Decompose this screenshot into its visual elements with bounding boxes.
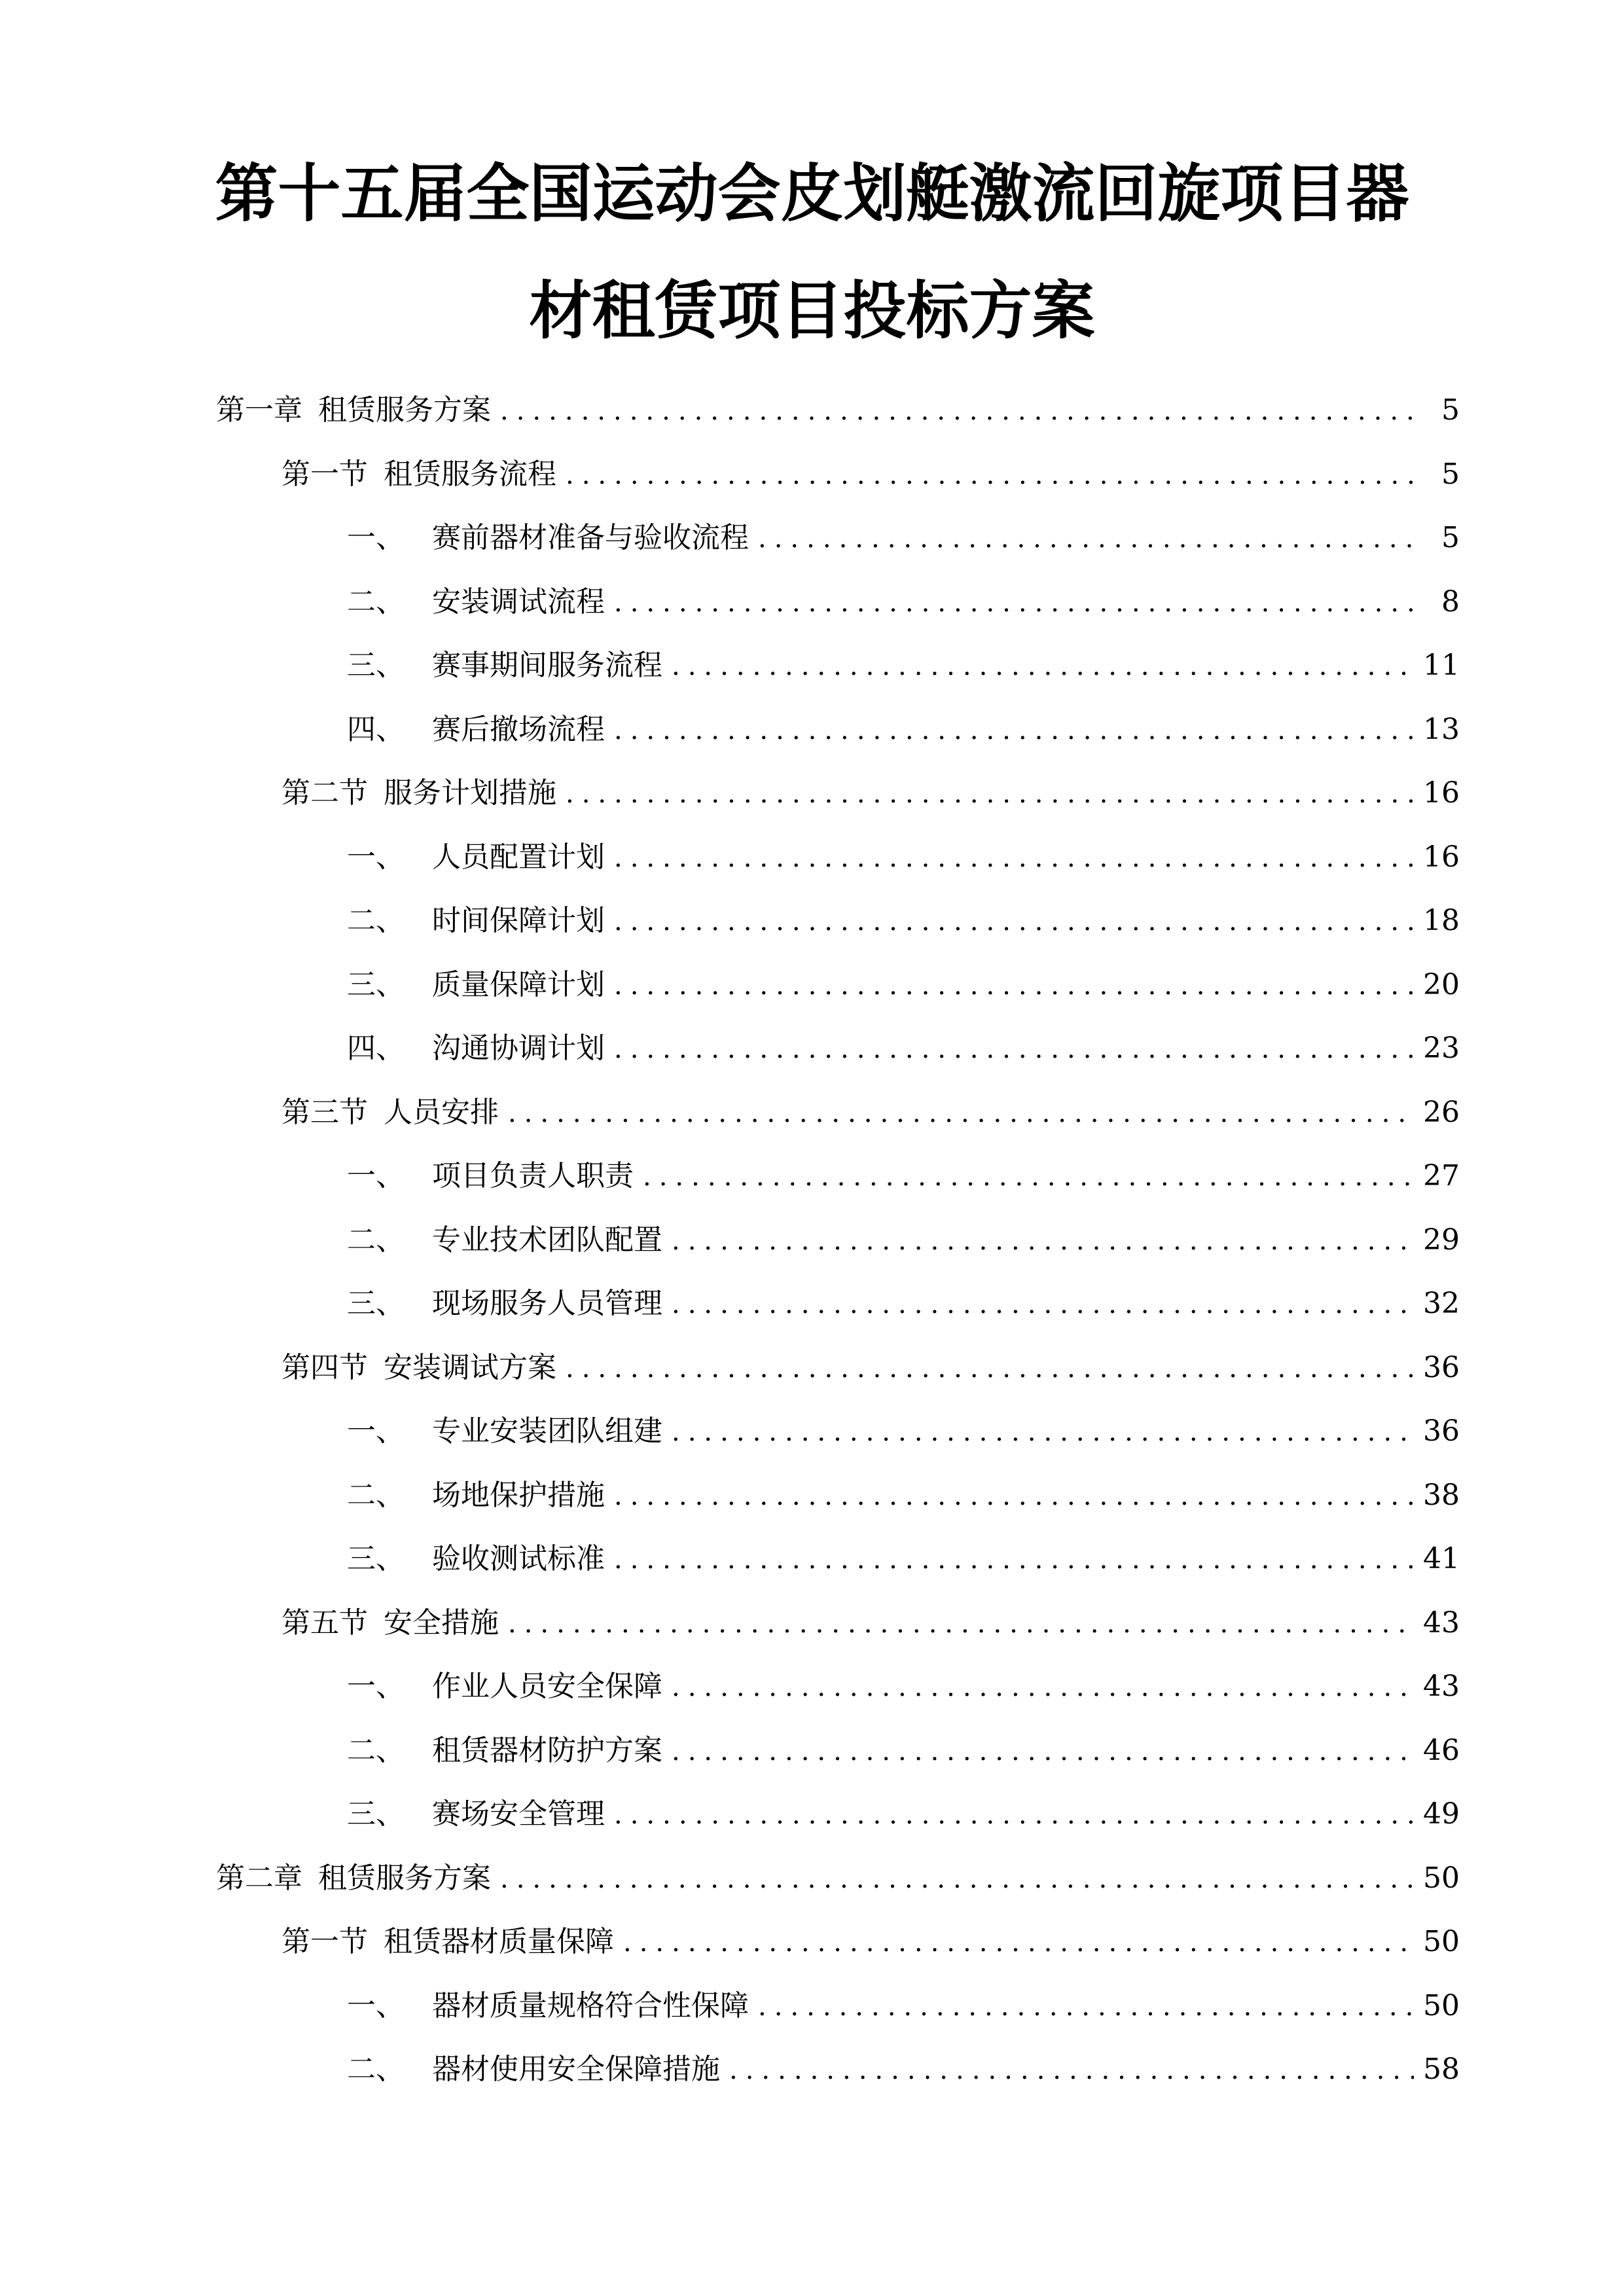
toc-dot-leader: [672, 1210, 1414, 1274]
toc-page-number: 29: [1423, 1223, 1460, 1257]
toc-dot-leader: [672, 1401, 1414, 1465]
toc-entry-title: 专业安装团队组建: [432, 1414, 662, 1448]
toc-entry[interactable]: [216, 506, 1460, 570]
toc-entry-title: 赛事期间服务流程: [432, 649, 662, 682]
toc-page-number: 36: [1423, 1414, 1460, 1448]
toc-entry[interactable]: [216, 1016, 1460, 1081]
toc-dot-leader: [614, 1528, 1414, 1592]
toc-entry[interactable]: [216, 1910, 1460, 1974]
toc-entry-number: 三、: [347, 1287, 405, 1320]
toc-page-number: 38: [1423, 1478, 1460, 1512]
toc-entry-number: 三、: [347, 649, 405, 682]
toc-entry-title: 安全措施: [384, 1605, 499, 1640]
toc-page-number: 11: [1423, 649, 1460, 682]
toc-entry-label: [347, 506, 749, 570]
toc-entry-number: 二、: [347, 1223, 405, 1257]
toc-entry-title: 租赁器材质量保障: [384, 1925, 614, 1958]
toc-page-number: 5: [1441, 393, 1460, 427]
toc-page-number: 13: [1423, 712, 1460, 746]
toc-entry-label: [347, 889, 605, 953]
toc-dot-leader: [614, 890, 1414, 954]
toc-entry-title: 器材使用安全保障措施: [432, 2053, 720, 2086]
toc-entry-label: [216, 1846, 491, 1910]
toc-dot-leader: [500, 380, 1419, 444]
toc-entry-label: [347, 698, 605, 762]
toc-entry-label: [347, 1208, 662, 1272]
toc-dot-leader: [566, 444, 1419, 508]
toc-dot-leader: [614, 1784, 1414, 1848]
toc-entry-label: [347, 1272, 662, 1336]
toc-entry-label: [347, 1655, 662, 1719]
toc-entry-title: 质量保障计划: [432, 967, 605, 1001]
toc-entry-number: 二、: [347, 904, 405, 937]
document-title-line-2: 材租赁项目投标方案: [529, 274, 1095, 348]
toc-entry-title: 租赁服务方案: [318, 1861, 491, 1895]
toc-entry-title: 安装调试方案: [384, 1350, 556, 1384]
toc-page-number: 26: [1423, 1095, 1460, 1129]
toc-entry[interactable]: [216, 442, 1460, 507]
toc-entry-label: [347, 825, 605, 889]
toc-entry-number: 第五节: [281, 1605, 368, 1640]
toc-entry-label: [347, 1399, 662, 1463]
toc-entry-label: [347, 1974, 749, 2038]
toc-entry-title: 租赁服务流程: [384, 457, 556, 491]
toc-page-number: 27: [1423, 1159, 1460, 1193]
toc-entry[interactable]: [216, 1782, 1460, 1846]
toc-page-number: 16: [1423, 840, 1460, 874]
toc-dot-leader: [508, 1082, 1414, 1146]
toc-entry[interactable]: [216, 1399, 1460, 1463]
toc-entry[interactable]: [216, 1463, 1460, 1528]
toc-dot-leader: [623, 1911, 1414, 1975]
toc-entry-title: 验收测试标准: [432, 1542, 605, 1575]
toc-page-number: 43: [1423, 1605, 1460, 1640]
toc-entry[interactable]: [216, 1208, 1460, 1272]
toc-dot-leader: [508, 1592, 1414, 1657]
toc-entry-number: 三、: [347, 1797, 405, 1831]
toc-entry-number: 一、: [347, 1159, 405, 1193]
toc-entry[interactable]: [216, 1655, 1460, 1719]
toc-entry[interactable]: [216, 1336, 1460, 1400]
toc-entry-number: 三、: [347, 967, 405, 1001]
toc-entry-title: 专业技术团队配置: [432, 1223, 662, 1257]
toc-entry-title: 赛前器材准备与验收流程: [432, 521, 749, 554]
toc-entry-number: 二、: [347, 1478, 405, 1512]
toc-entry[interactable]: [216, 1719, 1460, 1783]
toc-entry-number: 第二节: [281, 776, 368, 810]
toc-entry-label: [281, 1081, 499, 1145]
toc-entry-number: 一、: [347, 1670, 405, 1703]
toc-entry-title: 租赁器材防护方案: [432, 1733, 662, 1767]
toc-entry-label: [347, 1463, 605, 1528]
toc-entry[interactable]: [216, 889, 1460, 953]
toc-entry-label: [281, 761, 556, 825]
toc-page-number: 5: [1441, 457, 1460, 491]
toc-entry-label: [281, 1336, 556, 1400]
toc-entry-label: [347, 634, 662, 698]
toc-entry-title: 器材质量规格符合性保障: [432, 1988, 749, 2022]
toc-dot-leader: [614, 699, 1414, 763]
toc-page-number: 32: [1423, 1287, 1460, 1320]
toc-entry-label: [347, 953, 605, 1017]
toc-entry-number: 四、: [347, 712, 405, 746]
toc-entry[interactable]: [216, 1144, 1460, 1208]
toc-entry-title: 赛后撤场流程: [432, 712, 605, 746]
toc-page-number: 41: [1423, 1542, 1460, 1575]
toc-page-number: 49: [1423, 1797, 1460, 1831]
toc-entry[interactable]: [216, 825, 1460, 889]
toc-dot-leader: [500, 1848, 1414, 1912]
toc-dot-leader: [729, 2039, 1414, 2103]
toc-entry-title: 场地保护措施: [432, 1478, 605, 1512]
toc-entry-number: 第一节: [281, 457, 368, 491]
toc-page-number: 16: [1423, 776, 1460, 810]
toc-entry-title: 服务计划措施: [384, 776, 556, 810]
toc-entry-number: 一、: [347, 840, 405, 874]
toc-entry[interactable]: [216, 1081, 1460, 1145]
toc-entry-title: 沟通协调计划: [432, 1031, 605, 1065]
toc-page-number: 43: [1423, 1670, 1460, 1703]
toc-page-number: 18: [1423, 904, 1460, 937]
toc-entry-title: 现场服务人员管理: [432, 1287, 662, 1320]
toc-entry-title: 时间保障计划: [432, 904, 605, 937]
toc-page-number: 20: [1423, 967, 1460, 1001]
toc-dot-leader: [614, 571, 1419, 636]
toc-entry-label: [281, 442, 556, 507]
table-of-contents: [216, 378, 1460, 2102]
toc-entry-title: 人员安排: [384, 1095, 499, 1129]
toc-entry-number: 四、: [347, 1031, 405, 1065]
toc-page-number: 5: [1441, 521, 1460, 554]
toc-entry[interactable]: [216, 1846, 1460, 1910]
toc-entry-number: 第二章: [216, 1861, 302, 1895]
toc-entry-number: 二、: [347, 2053, 405, 2086]
toc-entry-label: [347, 1144, 634, 1208]
toc-entry[interactable]: [216, 1527, 1460, 1591]
toc-entry[interactable]: [216, 761, 1460, 825]
toc-page-number: 50: [1423, 1988, 1460, 2022]
toc-entry-number: 第四节: [281, 1350, 368, 1384]
toc-page-number: 8: [1441, 584, 1460, 619]
toc-entry-number: 一、: [347, 1414, 405, 1448]
toc-entry[interactable]: [216, 634, 1460, 698]
toc-page-number: 50: [1423, 1925, 1460, 1958]
toc-entry-number: 三、: [347, 1542, 405, 1575]
toc-dot-leader: [758, 1975, 1414, 2039]
toc-dot-leader: [614, 1465, 1414, 1529]
toc-entry-label: [347, 2037, 720, 2102]
toc-dot-leader: [614, 1018, 1414, 1082]
toc-entry-label: [347, 570, 605, 634]
toc-entry-title: 赛场安全管理: [432, 1797, 605, 1831]
toc-entry[interactable]: [216, 378, 1460, 442]
toc-dot-leader: [672, 635, 1414, 699]
toc-page-number: 46: [1423, 1733, 1460, 1767]
toc-entry-number: 二、: [347, 584, 405, 619]
toc-dot-leader: [614, 954, 1414, 1018]
toc-dot-leader: [672, 1656, 1414, 1720]
toc-page-number: 50: [1423, 1861, 1460, 1895]
toc-entry-label: [347, 1719, 662, 1783]
toc-entry-title: 人员配置计划: [432, 840, 605, 874]
toc-entry-number: 二、: [347, 1733, 405, 1767]
toc-page-number: 58: [1423, 2053, 1460, 2086]
document-title-line-1: 第十五届全国运动会皮划艇激流回旋项目器: [215, 157, 1409, 230]
toc-dot-leader: [672, 1273, 1414, 1337]
toc-entry-number: 一、: [347, 521, 405, 554]
toc-page-number: 36: [1423, 1350, 1460, 1384]
toc-dot-leader: [566, 1337, 1414, 1401]
toc-dot-leader: [758, 507, 1419, 571]
toc-entry[interactable]: [216, 1974, 1460, 2038]
toc-dot-leader: [643, 1145, 1414, 1210]
toc-entry-label: [281, 1910, 614, 1974]
toc-entry[interactable]: [216, 698, 1460, 762]
toc-entry-title: 安装调试流程: [432, 584, 605, 619]
toc-entry[interactable]: [216, 2037, 1460, 2102]
toc-entry-number: 第三节: [281, 1095, 368, 1129]
toc-entry-label: [347, 1527, 605, 1591]
toc-dot-leader: [672, 1720, 1414, 1784]
toc-entry[interactable]: [216, 570, 1460, 634]
toc-entry-number: 第一章: [216, 393, 302, 427]
toc-entry-number: 一、: [347, 1988, 405, 2022]
toc-dot-leader: [566, 762, 1414, 827]
toc-entry-label: [216, 378, 491, 442]
toc-entry[interactable]: [216, 1272, 1460, 1336]
toc-entry-title: 项目负责人职责: [432, 1159, 634, 1193]
toc-entry-number: 第一节: [281, 1925, 368, 1958]
toc-entry-label: [347, 1782, 605, 1846]
toc-entry-title: 作业人员安全保障: [432, 1670, 662, 1703]
toc-entry-title: 租赁服务方案: [318, 393, 491, 427]
toc-entry[interactable]: [216, 1591, 1460, 1655]
toc-page-number: 23: [1423, 1031, 1460, 1065]
toc-dot-leader: [614, 827, 1414, 891]
toc-entry-label: [347, 1016, 605, 1081]
toc-entry-label: [281, 1591, 499, 1655]
toc-entry[interactable]: [216, 953, 1460, 1017]
